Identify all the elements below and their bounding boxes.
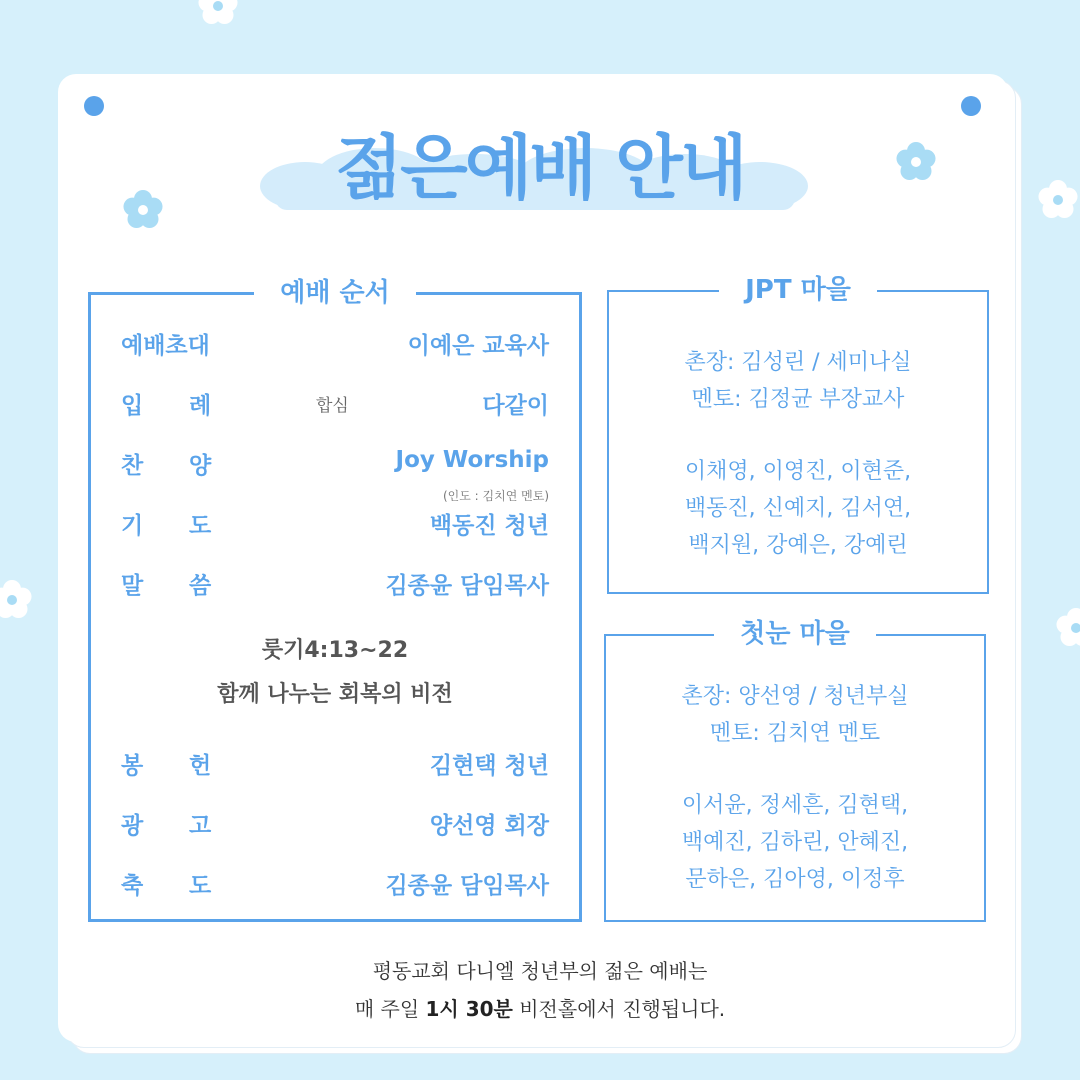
first-snow-leader: 촌장: 양선영 / 청년부실 <box>681 684 909 709</box>
jpt-mentor: 멘토: 김정균 부장교사 <box>691 387 905 412</box>
order-row: 기 도 백동진 청년 <box>121 513 549 539</box>
order-box <box>88 278 582 922</box>
order-note: (인도 : 김치연 멘토) <box>443 489 549 503</box>
first-snow-members: 백예진, 김하린, 안혜진, <box>681 830 909 855</box>
jpt-heading: JPT 마을 <box>609 272 987 308</box>
order-row: 예배초대 이예은 교육사 <box>121 333 549 359</box>
flower-icon <box>1050 600 1080 660</box>
first-snow-heading: 첫눈 마을 <box>606 616 984 652</box>
flower-icon <box>190 0 246 36</box>
sermon-title: 함께 나누는 회복의 비전 <box>217 682 453 707</box>
jpt-leader: 촌장: 김성린 / 세미나실 <box>684 350 912 375</box>
page-title: 젊은예배 안내 <box>335 127 745 209</box>
order-row: 광 고 양선영 회장 <box>121 813 549 839</box>
flower-icon <box>0 570 40 630</box>
first-snow-village-box <box>604 619 986 922</box>
order-row: 말 씀 김종윤 담임목사 <box>121 573 549 599</box>
order-row: 찬 양 Joy Worship <box>121 447 549 479</box>
jpt-members: 백동진, 신예지, 김서연, <box>684 496 912 521</box>
scripture: 룻기4:13~22 <box>261 638 409 663</box>
order-row: 축 도 김종윤 담임목사 <box>121 873 549 899</box>
first-snow-members: 이서윤, 정세흔, 김현택, <box>681 793 909 818</box>
jpt-members: 이채영, 이영진, 이현준, <box>684 459 912 484</box>
footer-line: 매 주일 1시 30분 비전홀에서 진행됩니다. <box>354 997 726 1021</box>
order-row: 입 례 합심 다같이 <box>121 393 549 419</box>
jpt-village-box <box>607 275 989 594</box>
order-heading: 예배 순서 <box>91 275 579 311</box>
first-snow-mentor: 멘토: 김치연 멘토 <box>709 721 881 746</box>
order-row: 봉 헌 김현택 청년 <box>121 753 549 779</box>
footer-line: 평동교회 다니엘 청년부의 젊은 예배는 <box>372 959 708 983</box>
jpt-members: 백지원, 강예은, 강예린 <box>688 533 908 558</box>
first-snow-members: 문하은, 김아영, 이정후 <box>685 867 905 892</box>
